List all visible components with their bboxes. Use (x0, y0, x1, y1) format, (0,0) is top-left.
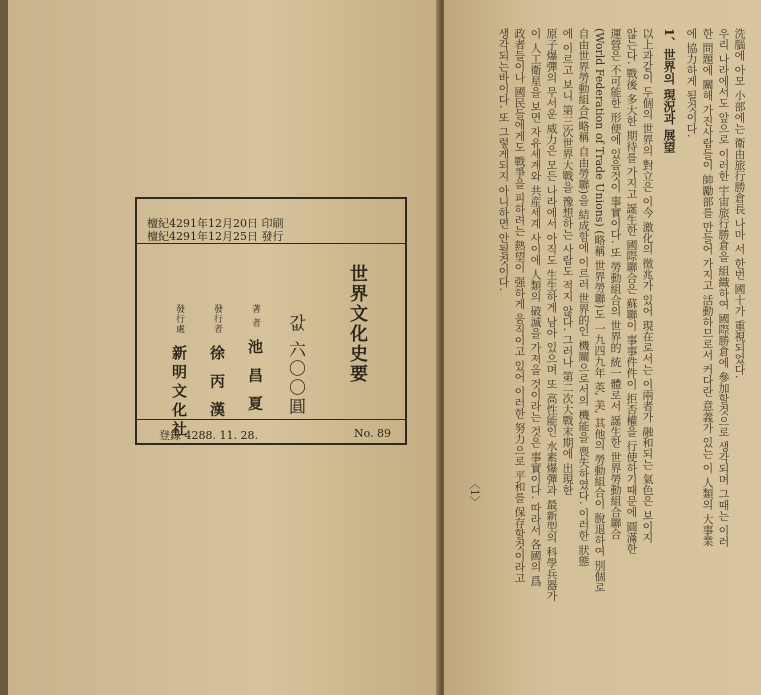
colophon-divider-top (137, 243, 405, 244)
author-role: 著 者 (250, 304, 260, 328)
text-line: 政者들이나 國民들에게도 戰爭을 피하려는 熱望이 强하게 움직이고 있어 이러한 努力으로 平和를 保存할것이라고 (513, 28, 526, 584)
publishing-house-name: 新明文化社 (170, 345, 188, 441)
book-price: 값 六〇〇圓 (285, 314, 305, 417)
colophon-divider-bottom (137, 419, 405, 420)
registration-date: 登錄 4288. 11. 28. (159, 429, 258, 442)
text-line: 에 協力하게 될것이다. (685, 28, 698, 138)
author-name: 池 昌 夏 (246, 338, 264, 415)
text-line: 한 問題에 關해 가진사람들이 帥勵部를 만들어 가지고 活動하므로서 커다란 意義가 있는 이 人類의 大事業 (701, 28, 714, 547)
section-heading: 1、世界의 現況과 展望 (662, 28, 676, 153)
book-title: 世界文化史要 (347, 264, 368, 384)
text-line: 이 人工衛星을 보면 자유세계와 共産세계 사이에 人類의 破滅을 가져올 것이라는 것은 事實이다. 따라서 各國의 爲 (529, 28, 542, 587)
text-line: 原子爆彈의 무서운 威力은 모든 나라에서 아직도 生生하게 남아 있으며 또 高性能인 水素爆彈과 最新型의 科學兵器가 (545, 28, 558, 602)
publish-date: 檀紀4291年12月25日 發行 (147, 230, 284, 243)
publishing-house-role: 發行處 (174, 304, 184, 334)
text-line: 洗腦에 아모 小部에는 衛由旅行勝倉長 나마 서 한번 國十가 重視되었다. (733, 28, 746, 379)
registration-number: No. 89 (353, 427, 391, 440)
left-page (8, 0, 440, 695)
text-line: 運營은 不可能한 形便에 있음것이 事實이다. 또 勞動組合의 世界的 統一體로서 誕生한 世界勞動組合聯合 (609, 28, 622, 540)
print-date: 檀紀4291年12月20日 印刷 (147, 217, 284, 230)
text-line: 생각되는바이다. 또 그렇게되지 아니하면 안될것이다. (497, 28, 510, 291)
text-line: (World Federation of Trade Unions) (略稱 世界勞聯)도 一九四九年 英, 美, 其他의 勞動組合이 脫退하여 別個로 (593, 28, 606, 593)
body-text (495, 28, 747, 628)
colophon-box (135, 197, 407, 445)
publisher-name: 徐 丙 漢 (208, 345, 226, 421)
text-line: 以上과같이 두個의 世界의 對立은 이今 激化의 徵兆가 있어 現在로서는 이兩者가 融和되는 氣色은 보이지 (641, 28, 654, 543)
text-line: 우리 나라에서도 앞으로 이러한 宇宙旅行勝倉을 組織하여 國際勝倉에 參加할것으로 생각되며 그때는 이러 (717, 28, 730, 547)
publisher-role: 發行者 (212, 304, 222, 334)
credit-author (245, 304, 266, 414)
page-number: 〈1〉 (468, 478, 481, 507)
credit-publisher (207, 304, 228, 421)
print-dates (147, 217, 283, 243)
text-line: 自由世界勞動組合(略稱 自由勞聯)을 結成함에 이르러 世界的인 機關으로서의 機能을 喪失하였다. 이러한 狀態 (577, 28, 590, 567)
text-line: 않는다. 戰後 多大한 期待를 가지고 誕生한 國際聯合은 蘇聯이 事事件件이 拒否權을 行使하기때문에 圓滿한 (625, 28, 638, 554)
text-line: 에 이르고 보니 第三次世界大戰을 豫想하는 사람도 적지 않다. 그러나 第二次大戰末期에 出現한 (561, 28, 574, 496)
